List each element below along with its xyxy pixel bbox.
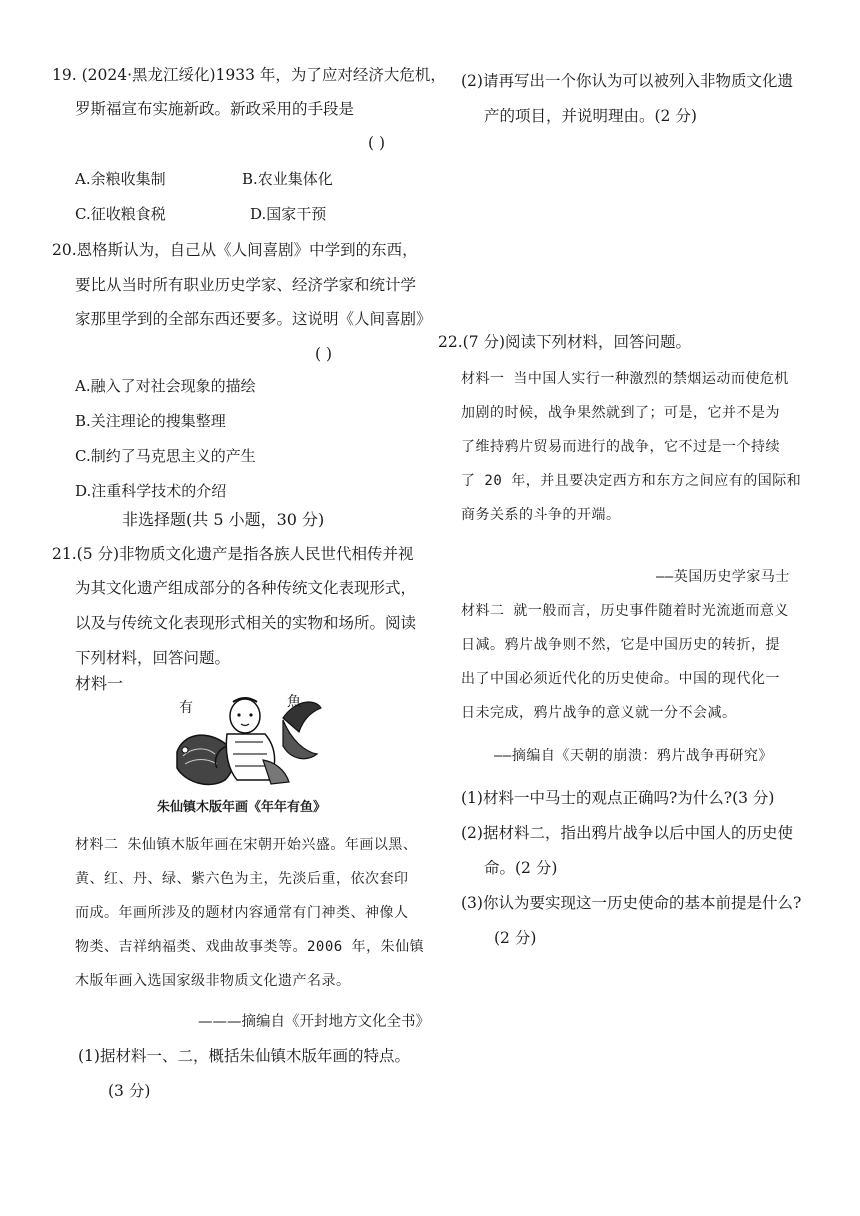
q21-stem-line4: 下列材料，回答问题。	[75, 649, 231, 667]
figure-char-left: 有	[179, 700, 193, 716]
q21-material2-line5: 木版年画入选国家级非物质文化遗产名录。	[75, 973, 351, 989]
q22-material1-line2: 加剧的时候，战争果然就到了；可是，它并不是为	[461, 405, 780, 421]
q21-sub2-line2: 产的项目，并说明理由。(2 分)	[484, 107, 697, 125]
q21-material2-line2: 黄、红、丹、绿、紫六色为主，先淡后重，依次套印	[75, 871, 409, 887]
q19-option-a[interactable]: A.余粮收集制	[75, 170, 166, 188]
q21-material2-line3: 而成。年画所涉及的题材内容通常有门神类、神像人	[75, 905, 409, 921]
woodblock-print-image	[165, 690, 325, 790]
q21-stem-line3: 以及与传统文化表现形式相关的实物和场所。阅读	[75, 614, 417, 632]
boy-with-fish-illustration	[165, 690, 325, 790]
q21-material2-line1: 材料二 朱仙镇木版年画在宋朝开始兴盛。年画以黑、	[75, 837, 418, 853]
figure-caption: 朱仙镇木版年画《年年有鱼》	[157, 800, 327, 815]
q22-material2-line1: 材料二 就一般而言，历史事件随着时光流逝而意义	[461, 603, 789, 619]
q22-material1-line1: 材料一 当中国人实行一种激烈的禁烟运动而使危机	[461, 371, 789, 387]
q21-sub1-line2: (3 分)	[108, 1082, 151, 1100]
q21-stem-line1: 21.(5 分)非物质文化遗产是指各族人民世代相传并视	[52, 545, 414, 563]
figure-char-right: 魚	[287, 694, 301, 710]
q21-sub1-line1: (1)据材料一、二，概括朱仙镇木版年画的特点。	[78, 1047, 410, 1065]
q19-stem-line2: 罗斯福宣布实施新政。新政采用的手段是	[75, 100, 355, 118]
q22-sub2-line1: (2)据材料二，指出鸦片战争以后中国人的历史使	[461, 824, 793, 842]
q20-stem-line1: 20.恩格斯认为，自己从《人间喜剧》中学到的东西，	[52, 241, 418, 259]
q22-sub3-line1: (3)你认为要实现这一历史使命的基本前提是什么?	[461, 894, 802, 912]
q21-material1-label: 材料一	[75, 674, 124, 693]
q22-material2-line4: 日未完成，鸦片战争的意义就一分不会减。	[461, 705, 737, 721]
q22-material1-source: ——英国历史学家马士	[656, 569, 790, 585]
q22-sub1: (1)材料一中马士的观点正确吗?为什么?(3 分)	[461, 789, 775, 807]
q22-title: 22.(7 分)阅读下列材料，回答问题。	[438, 333, 692, 351]
q20-stem-line3: 家那里学到的全部东西还要多。这说明《人间喜剧》	[75, 310, 432, 328]
q22-material1-line4: 了 20 年，并且要决定西方和东方之间应有的国际和	[461, 473, 802, 489]
q19-option-c[interactable]: C.征收粮食税	[75, 205, 166, 223]
q20-stem-line2: 要比从当时所有职业历史学家、经济学家和统计学	[75, 276, 417, 294]
q22-material2-line3: 出了中国必须近代化的历史使命。中国的现代化一	[461, 671, 780, 687]
q22-material1-line5: 商务关系的斗争的开端。	[461, 507, 621, 523]
q20-option-d[interactable]: D.注重科学技术的介绍	[75, 482, 227, 500]
q20-answer-bracket[interactable]: ( )	[315, 345, 333, 363]
q19-answer-bracket[interactable]: ( )	[368, 134, 386, 152]
q19-stem-line1: 19. (2024·黑龙江绥化)1933 年，为了应对经济大危机，	[52, 66, 446, 84]
q22-material2-line2: 日减。鸦片战争则不然，它是中国历史的转折，提	[461, 637, 780, 653]
q20-option-a[interactable]: A.融入了对社会现象的描绘	[75, 377, 256, 395]
q22-sub3-line2: (2 分)	[494, 929, 537, 947]
q21-sub2-line1: (2)请再写出一个你认为可以被列入非物质文化遗	[461, 72, 793, 90]
q20-option-c[interactable]: C.制约了马克思主义的产生	[75, 447, 256, 465]
q22-sub2-line2: 命。(2 分)	[484, 859, 558, 877]
q21-stem-line2: 为其文化遗产组成部分的各种传统文化表现形式，	[75, 579, 417, 597]
q20-option-b[interactable]: B.关注理论的搜集整理	[75, 412, 226, 430]
q22-material1-line3: 了维持鸦片贸易而进行的战争，它不过是一个持续	[461, 439, 780, 455]
q21-material2-line4: 物类、吉祥纳福类、戏曲故事类等。2006 年，朱仙镇	[75, 939, 425, 955]
q22-material2-source: ——摘编自《天朝的崩溃：鸦片战争再研究》	[494, 748, 773, 764]
q21-material2-source: ———摘编自《开封地方文化全书》	[198, 1014, 430, 1030]
section-title: 非选择题(共 5 小题，30 分)	[122, 510, 325, 529]
q19-option-d[interactable]: D.国家干预	[250, 205, 327, 223]
q19-option-b[interactable]: B.农业集体化	[242, 170, 333, 188]
